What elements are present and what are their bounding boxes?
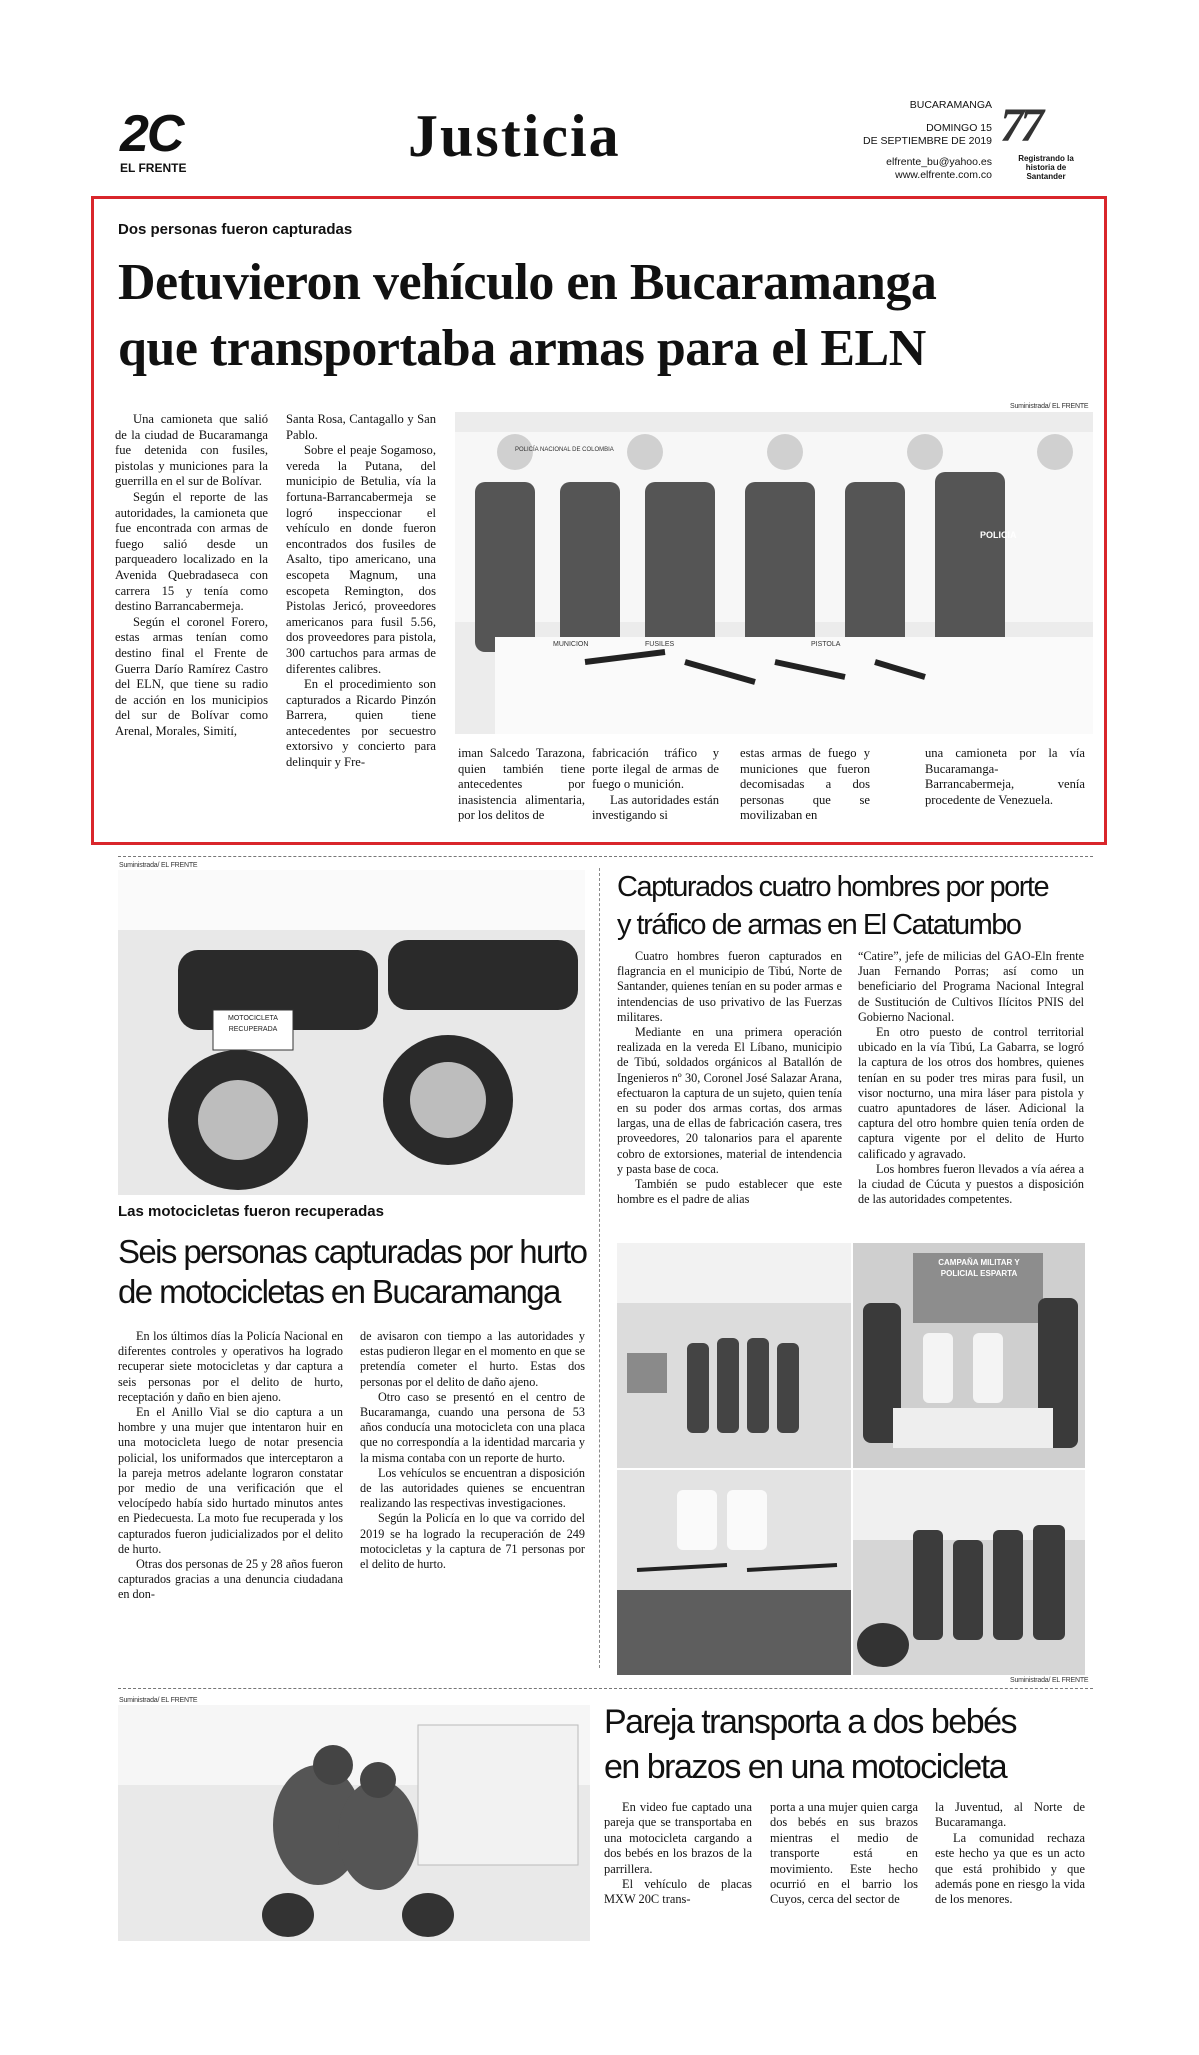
paragraph: En otro puesto de control territorial ubicado en la vía Tibú, La Gabarra, se logró la captura de los otros dos hombres, quienes tenían en su poder tres miras para fusil, un visor nocturno, una mira láser para pistola y cuatro apuntadores de láser. Adicional la captura del otro hombre quien tenía orden de captura vigente por el delito de Hurto calificado y agravado.	[858, 1025, 1084, 1161]
story3-headline	[617, 868, 1097, 944]
page-number: 2C	[120, 105, 183, 163]
story3-photo-credit: Suministrada/ EL FRENTE	[1010, 1677, 1089, 1684]
story3-photo-bottom-left	[617, 1470, 851, 1675]
paragraph: Otro caso se presentó en el centro de Bucaramanga, cuando una persona de 53 años conducía una motocicleta con una placa que no correspondía a la identidad marcaria y la misma contaba con un reporte de hurto.	[360, 1389, 585, 1465]
story4-headline	[604, 1700, 1094, 1790]
date-full: DE SEPTIEMBRE DE 2019	[863, 135, 992, 147]
story4-col1	[604, 1800, 752, 1908]
anniversary-tagline: Registrando la historia de Santander	[1018, 154, 1074, 181]
story1-headline	[118, 250, 1098, 382]
masthead	[0, 0, 1199, 190]
story4-photo	[118, 1705, 590, 1941]
story4-headline-line2: en brazos en una motocicleta	[604, 1748, 1007, 1786]
story2-col1	[118, 1329, 343, 1603]
story1-col1	[115, 412, 268, 812]
story3-headline-line2: y tráfico de armas en El Catatumbo	[617, 909, 1021, 941]
paragraph: iman Salcedo Tarazona, quien también tiene antecedentes por inasistencia alimentaria, por los delitos de	[458, 746, 585, 823]
website: www.elfrente.com.co	[895, 169, 992, 181]
paragraph: En video fue captado una pareja que se transportaba en una motocicleta cargando a dos bebés en los brazos de la parrillera.	[604, 1800, 752, 1876]
story1-kicker: Dos personas fueron capturadas	[118, 221, 353, 238]
paragraph: porta a una mujer quien carga dos bebés en sus brazos mientras el medio de transporte está en movimiento. Este hecho ocurrió en el barrio los Cuyos, cerca del sector de	[770, 1800, 918, 1907]
story1-headline-line2: que transportaba armas para el ELN	[118, 320, 926, 377]
email: elfrente_bu@yahoo.es	[886, 156, 992, 168]
paragraph: Sobre el peaje Sogamoso, vereda la Putana, del municipio de Betulia, vía la fortuna-Barrancabermeja se logró inspeccionar el vehículo en donde fueron encontrados dos fusiles de Asalto, tipo americano, una escopeta Magnum, una escopeta Remington, dos Pistolas Jericó, proveedores americanos para fusil 5.56, dos proveedores para pistola, 300 cartuchos para armas de diferentes calibres.	[286, 443, 436, 676]
paragraph: Las autoridades están investigando si	[592, 792, 719, 823]
photo-sign	[214, 1013, 292, 1035]
paragraph: estas armas de fuego y municiones que fueron decomisadas a dos personas que se movilizaban en	[740, 746, 870, 823]
paragraph: La comunidad rechaza este hecho ya que es un acto que está prohibido y que además pone en riesgo la vida de los menores.	[935, 1830, 1085, 1907]
paragraph: Cuatro hombres fueron capturados en flagrancia en el municipio de Tibú, Norte de Santander, quienes tenían en su poder armas e intendencias de uso privativo de las Fuerzas militares.	[617, 949, 842, 1024]
photo-banner: CAMPAÑA MILITAR Y POLICIAL ESPARTA	[938, 1258, 1020, 1278]
photo-label: POLICIA	[980, 530, 1017, 540]
photo-label: POLICÍA NACIONAL DE COLOMBIA	[515, 447, 614, 453]
section-title: Justicia	[408, 103, 621, 169]
photo-sign-line: MOTOCICLETA	[228, 1015, 278, 1022]
paragraph: Según la Policía en lo que va corrido del 2019 se ha logrado la recuperación de 249 motocicletas y la captura de 71 personas por el delito de hurto.	[360, 1511, 585, 1572]
anniversary-number: 77	[1000, 99, 1040, 152]
story3-photo-bottom-right	[853, 1470, 1085, 1675]
story1-photo-credit: Suministrada/ EL FRENTE	[1010, 403, 1089, 410]
paragraph: Según el reporte de las autoridades, la camioneta que fue encontrada con armas de fuego salió desde un parqueadero localizado en la Avenida Quebradaseca con carrera 15 y tenía como destino Barrancabermeja.	[115, 489, 268, 614]
story2-photo-credit: Suministrada/ EL FRENTE	[119, 862, 198, 869]
story1-photo	[455, 412, 1093, 734]
story1-headline-line1: Detuvieron vehículo en Bucaramanga	[118, 254, 937, 311]
photo-sign-line: RECUPERADA	[228, 1026, 278, 1033]
story3-photo-top-left	[617, 1243, 851, 1468]
story1-col4	[592, 746, 719, 824]
story2-kicker: Las motocicletas fueron recuperadas	[118, 1203, 384, 1220]
story2-col2	[360, 1329, 585, 1572]
story1-col3	[458, 746, 585, 824]
story4-headline-line1: Pareja transporta a dos bebés	[604, 1703, 1017, 1741]
paragraph: Los hombres fueron llevados a vía aérea a la ciudad de Cúcuta y puestos a disposición de las autoridades competentes.	[858, 1161, 1084, 1207]
divider	[118, 856, 1093, 857]
paragraph: una camioneta por la vía Bucaramanga- Barrancabermeja, venía procedente de Venezuela.	[925, 746, 1085, 807]
paragraph: En los últimos días la Policía Nacional en diferentes controles y operativos ha logrado recuperar siete motocicletas y dar captura a seis personas por el delito de hurto, receptación y daño en bien ajeno.	[118, 1329, 343, 1404]
story1-col5	[740, 746, 870, 824]
paragraph: Según el coronel Forero, estas armas tenían como destino final el Frente de Guerra Darío Ramírez Castro del ELN, que tiene su radio de acción en los municipios del sur de Bolívar como Arenal, Morales, Simití,	[115, 614, 268, 738]
photo-label: FUSILES	[645, 641, 675, 648]
paragraph: Otras dos personas de 25 y 28 años fueron capturados gracias a una denuncia ciudadana en don-	[118, 1557, 343, 1602]
paper-name-small: EL FRENTE	[120, 161, 187, 175]
paragraph: En el procedimiento son capturados a Ricardo Pinzón Barrera, quien tiene antecedentes por secuestro extorsivo y concierto para delinquir y Fre-	[286, 677, 436, 770]
story3-col2	[858, 949, 1084, 1207]
paragraph: También se pudo establecer que este hombre es el padre de alias	[617, 1177, 842, 1207]
story2-headline-line2: de motocicletas en Bucaramanga	[118, 1273, 560, 1310]
divider	[118, 1688, 1093, 1689]
paragraph: fabricación tráfico y porte ilegal de armas de fuego o munición.	[592, 746, 719, 792]
story4-photo-credit: Suministrada/ EL FRENTE	[119, 1697, 198, 1704]
story3-headline-line1: Capturados cuatro hombres por porte	[617, 871, 1049, 903]
paragraph: En el Anillo Vial se dio captura a un hombre y una mujer que intentaron huir en una motocicleta luego de notar presencia policial, los uniformados que interceptaron a la pareja metros adelante lograron constatar por medio de una verificación que el velocípedo había sido hurtado minutos antes en Piedecuesta. La moto fue recuperada y los capturados fueron judicializados por el delito de hurto.	[118, 1405, 343, 1556]
date-day: DOMINGO 15	[926, 122, 992, 134]
paragraph: la Juventud, al Norte de Bucaramanga.	[935, 1800, 1085, 1830]
paragraph: de avisaron con tiempo a las autoridades y estas pudieron llegar en el momento en que se pretendía cometer el hurto. Estas dos personas por el delito de daño ajeno.	[360, 1329, 585, 1389]
story3-photo-top-right	[853, 1243, 1085, 1468]
photo-label: MUNICION	[553, 641, 589, 648]
story4-col2	[770, 1800, 918, 1908]
paragraph: Una camioneta que salió de la ciudad de Bucaramanga fue detenida con fusiles, pistolas y municiones para la guerrilla en el sur de Bolívar.	[115, 412, 268, 489]
story1-col2	[286, 412, 436, 812]
photo-label: PISTOLA	[811, 641, 841, 648]
paragraph: Santa Rosa, Cantagallo y San Pablo.	[286, 412, 436, 442]
paragraph: “Catire”, jefe de milicias del GAO-Eln frente Juan Fernando Porras; así como un beneficiario del Programa Nacional Integral de Sustitución de Cultivos Ilícitos PNIS del Gobierno Nacional.	[858, 949, 1084, 1024]
column-divider	[599, 868, 600, 1668]
city: BUCARAMANGA	[909, 99, 992, 111]
story3-col1	[617, 949, 842, 1207]
anniversary-logo	[998, 99, 1088, 184]
story2-headline-line1: Seis personas capturadas por hurto	[118, 1233, 587, 1270]
story4-col3	[935, 1800, 1085, 1908]
story2-photo	[118, 870, 585, 1195]
story1-col6	[925, 746, 1085, 808]
paragraph: El vehículo de placas MXW 20C trans-	[604, 1877, 752, 1907]
paragraph: Mediante en una primera operación realizada en la vereda El Líbano, municipio de Tibú, soldados orgánicos al Batallón de Ingenieros nº 30, Coronel José Salazar Arana, efectuaron la captura de un sujeto, quien tenía en su poder dos armas cortas, dos armas largas, una de ellas de fabricación casera, tres proveedores, 20 talonarios para el aparente cobro de extorsiones, material de intendencia y pasta base de coca.	[617, 1025, 842, 1176]
story2-headline	[118, 1232, 588, 1312]
masthead-info	[860, 99, 992, 182]
paragraph: Los vehículos se encuentran a disposición de las autoridades quienes se encuentran realizando las respectivas investigaciones.	[360, 1465, 585, 1511]
